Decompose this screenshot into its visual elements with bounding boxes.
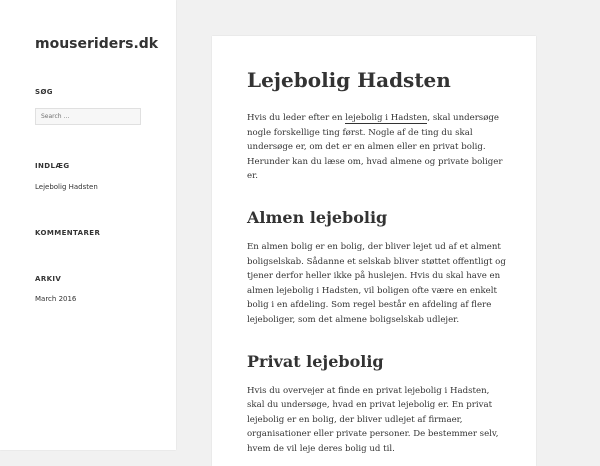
posts-widget-title: INDLÆG [35, 162, 70, 170]
search-widget-title: SØG [35, 88, 53, 96]
archive-link[interactable]: March 2016 [35, 295, 77, 303]
post-link[interactable]: Lejebolig Hadsten [35, 183, 98, 191]
site-title-link[interactable]: mouseriders.dk [35, 36, 159, 52]
content-card [212, 36, 536, 466]
article [247, 66, 509, 457]
section-heading: Privat lejebolig [247, 351, 384, 371]
inline-link[interactable]: lejebolig i Hadsten [345, 113, 428, 123]
comments-widget-title: KOMMENTARER [35, 229, 101, 237]
section-body: En almen bolig er en bolig, der bliver lejet ud af et alment boligselskab. Sådanne et selskab bliver støttet offentligt og tjener derfor heller ikke på huslejen. Hvis du skal have en almen lejebolig i Hadsten, vil boligen ofte være en enkelt bolig i en afdeling. Som regel består en afdeling af flere lejeboliger, som det almene boligselskab udlejer. [247, 241, 506, 325]
search-input[interactable] [35, 108, 141, 125]
section-body: Hvis du overvejer at finde en privat lejebolig i Hadsten, skal du undersøge, hvad en privat lejebolig er. En privat lejebolig er en bolig, der bliver udlejet af firmaer, organisationer eller private personer. De bestemmer selv, hvem de vil leje deres bolig ud til. [247, 385, 499, 454]
intro-text-after: , skal undersøge nogle forskellige ting først. Nogle af de ting du skal undersøge er, om det er en almen eller en privat bolig. Herunder kan du læse om, hvad almene og private boliger er. [247, 113, 503, 182]
archive-widget-title: ARKIV [35, 275, 62, 283]
section-heading: Almen lejebolig [247, 207, 388, 227]
article-intro [247, 111, 509, 184]
article-title: Lejebolig Hadsten [247, 68, 451, 92]
sidebar [0, 0, 176, 450]
intro-text-before: Hvis du leder efter en [247, 113, 346, 123]
